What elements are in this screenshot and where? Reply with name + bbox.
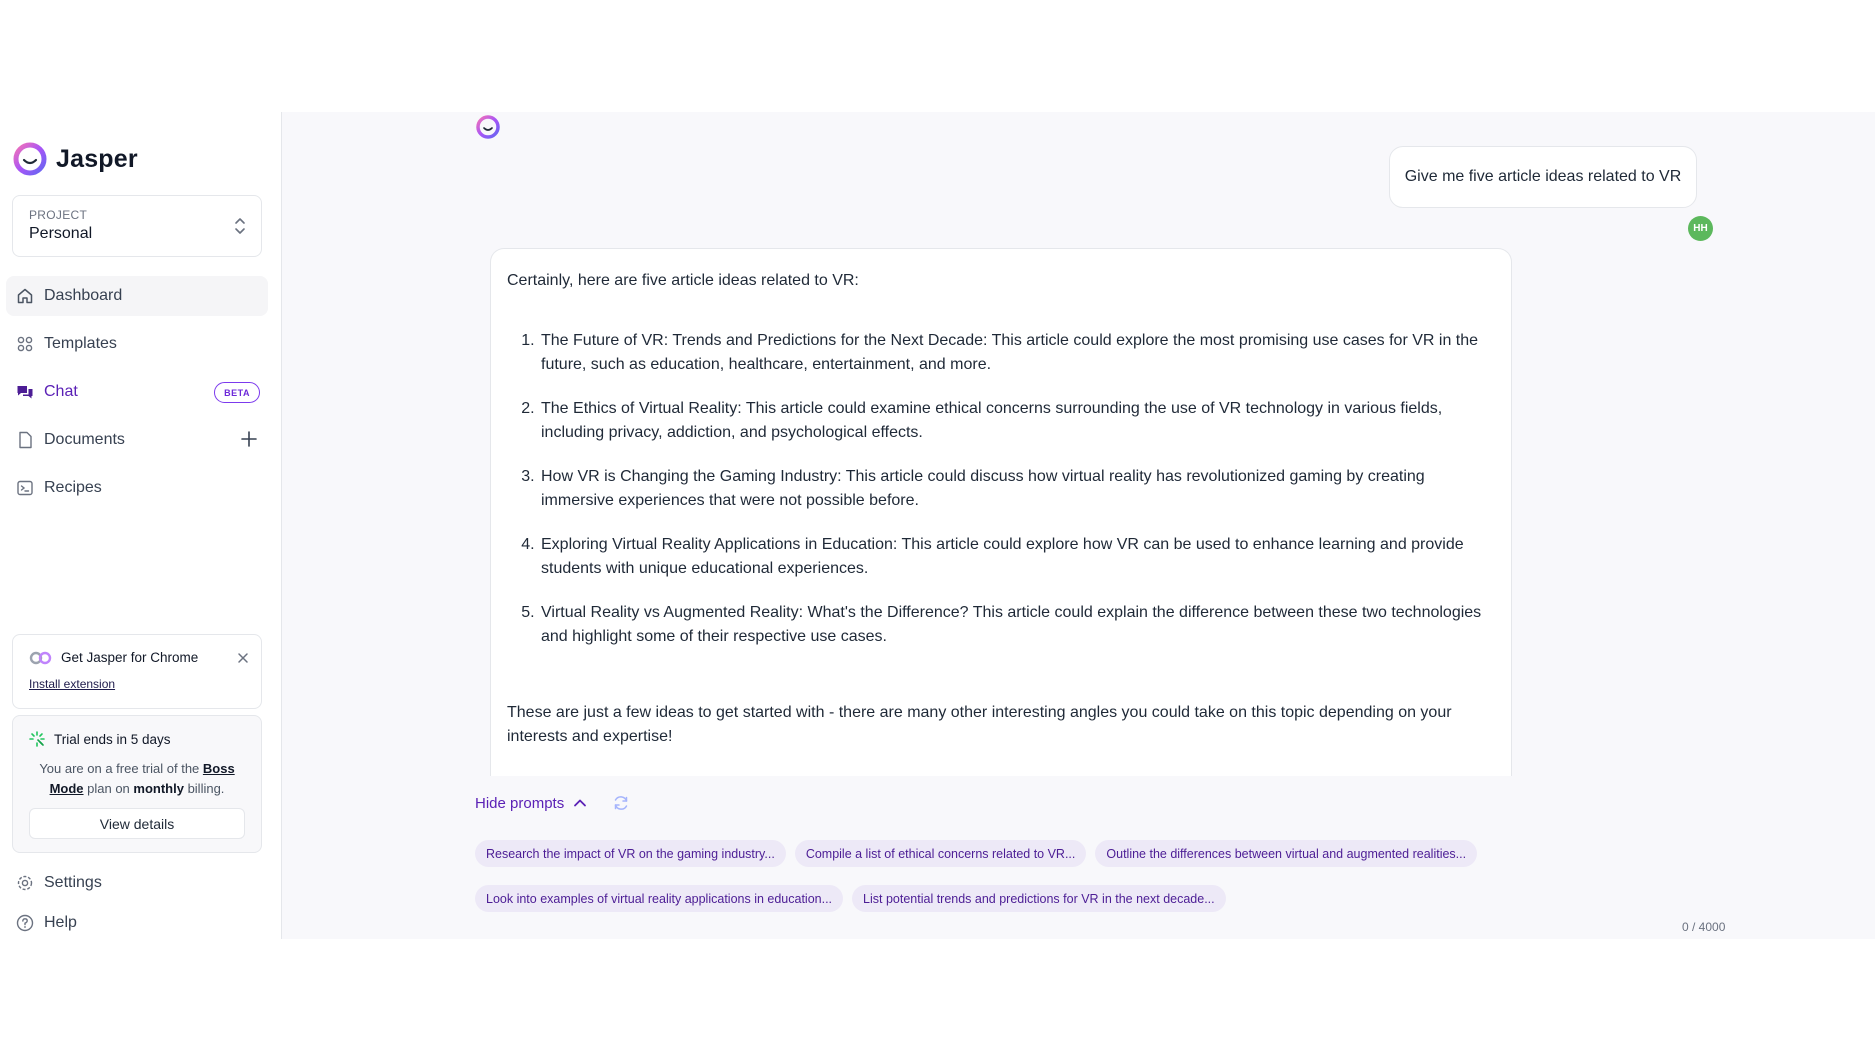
message-area[interactable]	[282, 112, 1875, 776]
user-avatar: HH	[1688, 216, 1713, 241]
hide-prompts-toggle[interactable]	[475, 795, 588, 812]
sparkle-icon	[29, 731, 45, 747]
app-frame	[0, 112, 1875, 939]
list-item: 2. The Ethics of Virtual Reality: This article could examine ethical concerns surrounding the use of VR technology in various fields, including privacy, addiction, and psychological effects.	[539, 397, 1495, 445]
chrome-extension-card	[12, 634, 262, 709]
chrome-card-title-text: Get Jasper for Chrome	[61, 650, 199, 665]
jasper-chrome-icon	[29, 651, 53, 665]
document-icon	[16, 431, 34, 449]
nav-item-help[interactable]	[6, 903, 268, 943]
terminal-icon	[16, 479, 34, 497]
project-label: PROJECT	[29, 208, 88, 222]
prompt-chip[interactable]: List potential trends and predictions for VR in the next decade...	[852, 885, 1226, 912]
beta-badge: BETA	[214, 382, 260, 403]
brand[interactable]	[12, 141, 138, 177]
gear-icon	[16, 874, 34, 892]
project-selector[interactable]	[12, 195, 262, 257]
chat-icon	[16, 383, 34, 401]
chevron-up-icon	[572, 795, 588, 811]
ai-idea-list	[507, 329, 1495, 649]
trial-text-3: billing.	[183, 781, 225, 796]
trial-card	[12, 715, 262, 853]
chrome-card-title	[29, 650, 245, 665]
prompts-bar	[475, 794, 630, 812]
jasper-avatar-icon	[475, 114, 501, 140]
project-value: Personal	[29, 225, 93, 242]
bottom-nav-help	[6, 903, 268, 943]
nav-item-dashboard[interactable]	[6, 276, 268, 316]
trial-text-2: plan on	[83, 781, 134, 796]
jasper-logo-icon	[12, 141, 48, 177]
nav-label-chat: Chat	[44, 383, 78, 400]
nav-label-settings: Settings	[44, 874, 102, 891]
nav-label-recipes: Recipes	[44, 479, 102, 496]
trial-plan-name: Boss Mode	[49, 761, 235, 796]
list-item: 3. How VR is Changing the Gaming Industry: This article could discuss how virtual reality has revolutionized gaming by creating immersive experiences that were not possible before.	[539, 465, 1495, 513]
trial-billing: monthly	[133, 781, 184, 796]
nav-item-settings[interactable]	[6, 863, 268, 903]
brand-name: Jasper	[56, 144, 138, 173]
close-icon[interactable]	[237, 652, 249, 664]
user-message-bubble: Give me five article ideas related to VR	[1389, 146, 1697, 208]
prompt-chip[interactable]: Outline the differences between virtual and augmented realities...	[1095, 840, 1477, 867]
help-icon	[16, 914, 34, 932]
nav-item-documents[interactable]	[6, 420, 268, 460]
prompt-chip[interactable]: Look into examples of virtual reality applications in education...	[475, 885, 843, 912]
view-details-button[interactable]: View details	[29, 808, 245, 839]
nav-label-documents: Documents	[44, 431, 125, 448]
sidebar	[0, 112, 282, 939]
refresh-icon[interactable]	[612, 794, 630, 812]
install-extension-link[interactable]: Install extension	[29, 677, 116, 691]
hide-prompts-label: Hide prompts	[475, 794, 565, 812]
prompt-suggestions	[475, 840, 1575, 912]
list-item: 4. Exploring Virtual Reality Applications in Education: This article could explore how VR can be used to enhance learning and provide students with unique educational experiences.	[539, 533, 1495, 581]
grid-icon	[16, 335, 34, 353]
trial-description	[29, 759, 245, 799]
trial-text-1: You are on a free trial of the	[39, 761, 203, 776]
ai-outro: These are just a few ideas to get started with - there are many other interesting angles you could take on this topic depending on your interests and expertise!	[507, 704, 1452, 745]
chat-main	[282, 112, 1875, 939]
nav-item-templates[interactable]	[6, 324, 268, 364]
ai-intro: Certainly, here are five article ideas related to VR:	[507, 272, 859, 289]
bottom-nav	[6, 863, 268, 903]
nav-label-help: Help	[44, 914, 77, 931]
trial-title	[29, 731, 245, 747]
nav-item-chat[interactable]	[6, 372, 268, 412]
list-item: 5. Virtual Reality vs Augmented Reality: What's the Difference? This article could explain the difference between these two technologies and highlight some of their respective use cases.	[539, 601, 1495, 649]
add-document-icon[interactable]	[240, 430, 258, 448]
nav-label-dashboard: Dashboard	[44, 287, 123, 304]
home-icon	[16, 287, 34, 305]
prompt-chip[interactable]: Research the impact of VR on the gaming industry...	[475, 840, 786, 867]
chevron-up-down-icon	[233, 217, 247, 235]
prompt-chip[interactable]: Compile a list of ethical concerns related to VR...	[795, 840, 1087, 867]
primary-nav	[6, 276, 268, 516]
trial-title-text: Trial ends in 5 days	[54, 731, 171, 747]
list-item: 1. The Future of VR: Trends and Predictions for the Next Decade: This article could explore the most promising use cases for VR in the future, such as education, healthcare, entertainment, and more.	[539, 329, 1495, 377]
character-counter: 0 / 4000	[1682, 920, 1726, 934]
nav-label-templates: Templates	[44, 335, 117, 352]
ai-response-bubble	[490, 248, 1512, 776]
nav-item-recipes[interactable]	[6, 468, 268, 508]
